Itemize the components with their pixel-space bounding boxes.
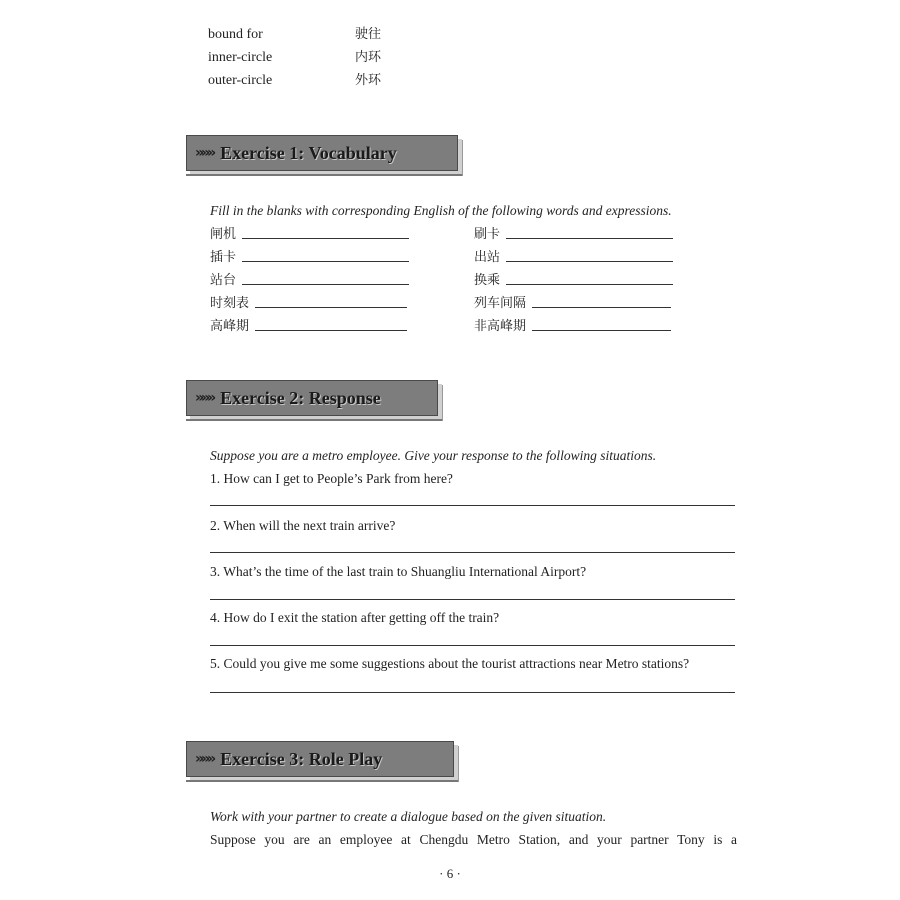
- vocab-item: [210, 247, 409, 265]
- answer-line[interactable]: [210, 692, 735, 693]
- question: 5. Could you give me some suggestions about the tourist attractions near Metro stations?: [210, 656, 690, 671]
- vocab-blank[interactable]: [506, 260, 673, 262]
- exercise2-banner: [186, 380, 438, 416]
- answer-line[interactable]: [210, 505, 735, 506]
- vocab-blank[interactable]: [506, 283, 673, 285]
- exercise3-instruction: Work with your partner to create a dialogue based on the given situation.: [210, 809, 607, 824]
- vocab-right-column: [474, 224, 673, 334]
- exercise1-banner-underline: [186, 174, 462, 176]
- vocab-item: [474, 270, 673, 288]
- page-number: · 6 ·: [439, 866, 461, 881]
- vocab-blank[interactable]: [242, 283, 409, 285]
- vocab-item: [210, 316, 409, 334]
- vocab-blank[interactable]: [255, 306, 407, 308]
- vocab-blank[interactable]: [242, 237, 409, 239]
- vocab-term: 非高峰期: [474, 319, 527, 334]
- chevrons-icon: »»»: [195, 390, 214, 406]
- question: 2. When will the next train arrive?: [210, 518, 396, 533]
- vocab-term: 时刻表: [210, 296, 250, 311]
- vocab-term: 出站: [474, 250, 501, 265]
- vocab-item: [474, 247, 673, 265]
- exercise1-title: Exercise 1: Vocabulary: [220, 142, 397, 163]
- question: 1. How can I get to People’s Park from here?: [210, 471, 453, 486]
- answer-line[interactable]: [210, 645, 735, 646]
- glossary-translation: 驶往: [355, 27, 382, 42]
- chevrons-icon: »»»: [195, 751, 214, 767]
- vocab-blank[interactable]: [532, 329, 671, 331]
- exercise2-title: Exercise 2: Response: [220, 387, 381, 408]
- exercise2-banner-underline: [186, 419, 442, 421]
- exercise1-banner: [186, 135, 458, 171]
- exercise3-title: Exercise 3: Role Play: [220, 748, 383, 769]
- question: 4. How do I exit the station after getting off the train?: [210, 610, 500, 625]
- exercise3-banner: [186, 741, 454, 777]
- vocab-item: [474, 224, 673, 242]
- vocab-item: [474, 316, 673, 334]
- vocab-term: 刷卡: [474, 227, 501, 242]
- vocab-blank[interactable]: [506, 237, 673, 239]
- glossary-translation: 内环: [355, 50, 382, 65]
- vocab-term: 闸机: [210, 227, 237, 242]
- answer-line[interactable]: [210, 599, 735, 600]
- vocab-term: 列车间隔: [474, 296, 527, 311]
- vocab-left-column: [210, 224, 409, 334]
- vocab-blank[interactable]: [532, 306, 671, 308]
- answer-line[interactable]: [210, 552, 735, 553]
- chevrons-icon: »»»: [195, 145, 214, 161]
- glossary-term: inner-circle: [208, 50, 273, 65]
- glossary-term: bound for: [208, 27, 263, 42]
- glossary-term: outer-circle: [208, 73, 273, 88]
- vocab-term: 站台: [210, 273, 237, 288]
- vocab-term: 换乘: [474, 273, 501, 288]
- vocab-blank[interactable]: [255, 329, 407, 331]
- exercise3-banner-underline: [186, 780, 458, 782]
- exercise2-instruction: Suppose you are a metro employee. Give your response to the following situations.: [210, 448, 657, 463]
- vocab-item: [210, 270, 409, 288]
- glossary-translation: 外环: [355, 73, 382, 88]
- question: 3. What’s the time of the last train to Shuangliu International Airport?: [210, 564, 587, 579]
- exercise1-instruction: Fill in the blanks with corresponding English of the following words and expressions.: [210, 203, 672, 218]
- vocab-item: [210, 224, 409, 242]
- vocab-blank[interactable]: [242, 260, 409, 262]
- vocab-item: [210, 293, 409, 311]
- vocab-item: [474, 293, 673, 311]
- vocab-term: 高峰期: [210, 319, 250, 334]
- vocab-term: 插卡: [210, 250, 237, 265]
- exercise3-body: Suppose you are an employee at Chengdu Metro Station, and your partner Tony is a: [210, 832, 737, 847]
